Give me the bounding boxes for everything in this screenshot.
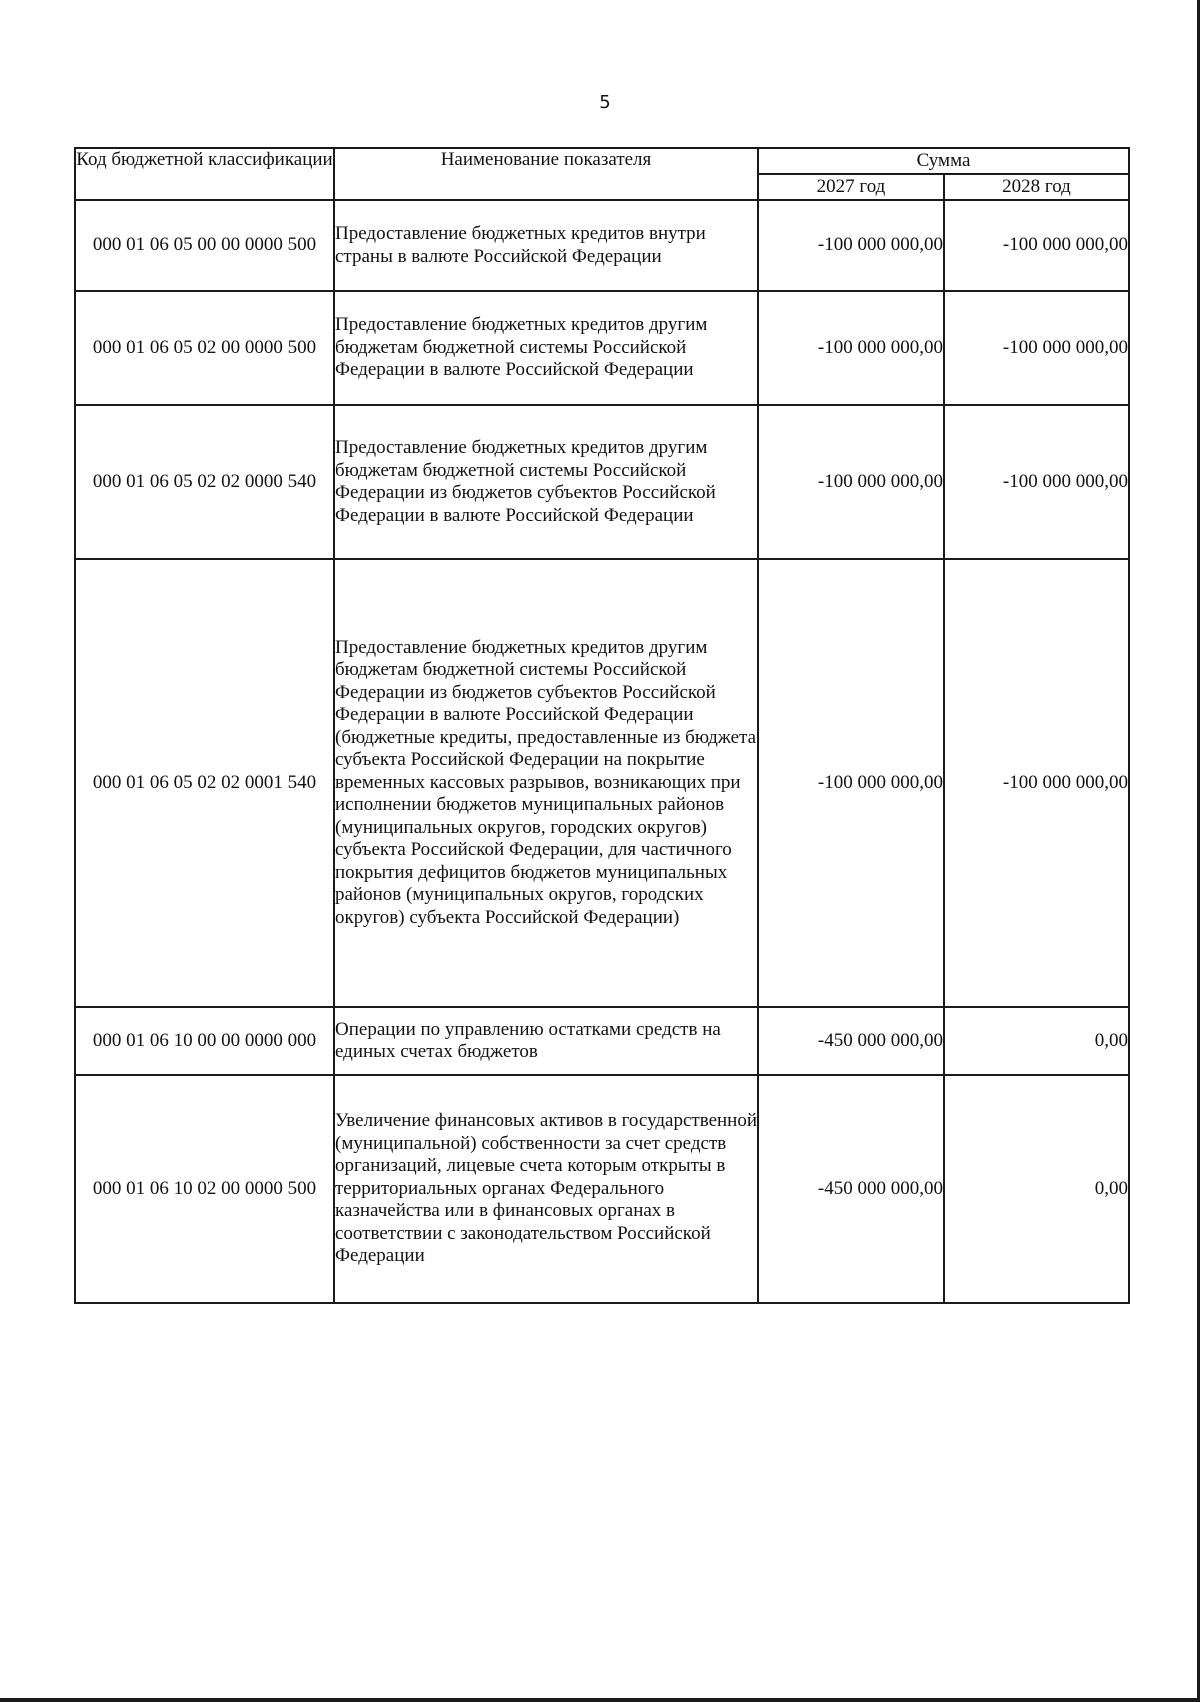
row-amount-2028: 0,00	[944, 1075, 1129, 1303]
row-amount-2027: -100 000 000,00	[758, 200, 944, 291]
row-name: Операции по управлению остатками средств на единых счетах бюджетов	[334, 1007, 758, 1075]
row-code: 000 01 06 05 02 02 0000 540	[75, 405, 334, 559]
table-row	[75, 1075, 1129, 1303]
row-code: 000 01 06 05 00 00 0000 500	[75, 200, 334, 291]
row-amount-2027: -100 000 000,00	[758, 405, 944, 559]
row-name: Предоставление бюджетных кредитов другим бюджетам бюджетной системы Российской Федерации в валюте Российской Федерации	[334, 291, 758, 405]
row-amount-2028: -100 000 000,00	[944, 200, 1129, 291]
table-header	[75, 148, 1129, 200]
header-name: Наименование показателя	[334, 148, 758, 200]
row-amount-2028: -100 000 000,00	[944, 291, 1129, 405]
header-code: Код бюджетной классификации	[75, 148, 334, 200]
row-amount-2027: -100 000 000,00	[758, 559, 944, 1007]
row-name: Предоставление бюджетных кредитов другим бюджетам бюджетной системы Российской Федерации из бюджетов субъектов Российской Федерации в валюте Российской Федерации (бюджетные кредиты, предоставленные из бюджета субъекта Российской Федерации на покрытие временных кассовых разрывов, возникающих при исполнении бюджетов муниципальных районов (муниципальных округов, городских округов) субъекта Российской Федерации, для частичного покрытия дефицитов бюджетов муниципальных районов (муниципальных округов, городских округов) субъекта Российской Федерации)	[334, 559, 758, 1007]
row-code: 000 01 06 05 02 00 0000 500	[75, 291, 334, 405]
page-number: 5	[599, 92, 611, 113]
table-row	[75, 291, 1129, 405]
row-code: 000 01 06 10 02 00 0000 500	[75, 1075, 334, 1303]
row-amount-2028: -100 000 000,00	[944, 405, 1129, 559]
row-amount-2027: -450 000 000,00	[758, 1007, 944, 1075]
header-sum: Сумма	[758, 148, 1129, 174]
header-year-2028: 2028 год	[944, 174, 1129, 200]
table-body	[75, 200, 1129, 1303]
header-year-2027: 2027 год	[758, 174, 944, 200]
header-row-top	[75, 148, 1129, 174]
scan-border-bottom	[0, 1698, 1200, 1702]
table-row	[75, 405, 1129, 559]
row-name: Увеличение финансовых активов в государственной (муниципальной) собственности за счет средств организаций, лицевые счета которым открыты в территориальных органах Федерального казначейства или в финансовых органах в соответствии с законодательством Российской Федерации	[334, 1075, 758, 1303]
row-amount-2028: 0,00	[944, 1007, 1129, 1075]
row-name: Предоставление бюджетных кредитов другим бюджетам бюджетной системы Российской Федерации из бюджетов субъектов Российской Федерации в валюте Российской Федерации	[334, 405, 758, 559]
table-row	[75, 1007, 1129, 1075]
row-amount-2028: -100 000 000,00	[944, 559, 1129, 1007]
row-name: Предоставление бюджетных кредитов внутри страны в валюте Российской Федерации	[334, 200, 758, 291]
row-code: 000 01 06 10 00 00 0000 000	[75, 1007, 334, 1075]
row-amount-2027: -100 000 000,00	[758, 291, 944, 405]
budget-table	[74, 147, 1130, 1304]
row-amount-2027: -450 000 000,00	[758, 1075, 944, 1303]
row-code: 000 01 06 05 02 02 0001 540	[75, 559, 334, 1007]
table-row	[75, 559, 1129, 1007]
table-row	[75, 200, 1129, 291]
